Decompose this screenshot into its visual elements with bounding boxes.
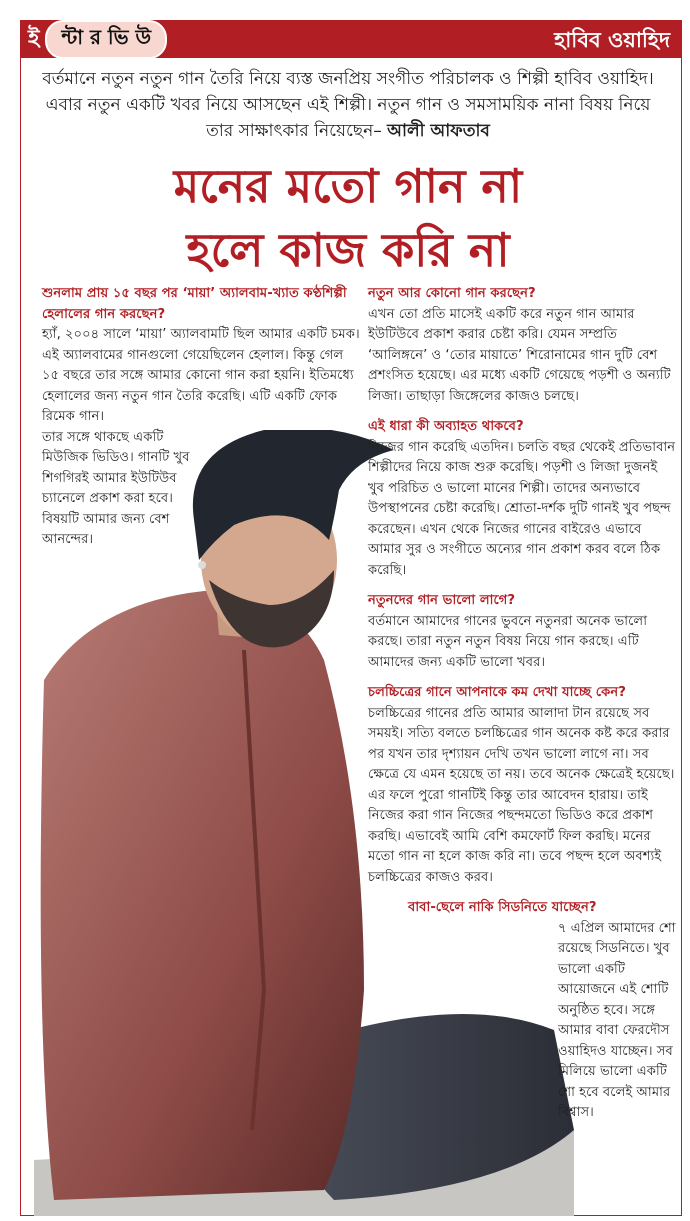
answer-1-continued: তার সঙ্গে থাকছে একটি মিউজিক ভিডিও। গানটি খুব শিগগিরই আমার ইউটিউব চ্যানেলে প্রকাশ করা হবে। বিষয়টি আমার জন্য বেশ আনন্দের। (42, 429, 190, 547)
answer-6: ৭ এপ্রিল আমাদের শো রয়েছে সিডনিতে। খুব ভালো একটি আয়োজনে এই শোটি অনুষ্ঠিত হবে। সঙ্গে আমার বাবা ফেরদৌস ওয়াহিদও যাচ্ছেন। সব মিলিয়ে ভালো একটি শো হবে বলেই আমার বিশ্বাস। (558, 920, 676, 1120)
question-4: নতুনদের গান ভালো লাগে? (368, 593, 516, 608)
intro-author: আলী আফতাব (387, 121, 490, 141)
intro-paragraph (32, 66, 664, 144)
badge-label: ন্টা র ভি উ (45, 20, 167, 59)
question-5: চলচ্চিত্রের গানে আপনাকে কম দেখা যাচ্ছে কেন? (368, 685, 626, 700)
headline-line-1: মনের মতো গান না (173, 159, 523, 213)
headline (32, 154, 664, 282)
subject-name: হাবিব ওয়াহিদ (554, 28, 670, 52)
question-1: শুনলাম প্রায় ১৫ বছর পর ‘মায়া’ অ্যালবাম-খ্যাত কণ্ঠশিল্পী হেলালের গান করছেন? (42, 286, 347, 322)
question-6: বাবা-ছেলে নাকি সিডনিতে যাচ্ছেন? (408, 900, 597, 915)
intro-text: বর্তমানে নতুন নতুন গান তৈরি নিয়ে ব্যস্ত জনপ্রিয় সংগীত পরিচালক ও শিল্পী হাবিব ওয়াহিদ। এবার নতুন একটি খবর নিয়ে আসছেন এই শিল্পী। নতুন গান ও সমসাময়িক নানা বিষয় নিয়ে তার সাক্ষাৎকার নিয়েছেন– (42, 69, 654, 141)
badge-letter: ই (28, 25, 40, 51)
answer-1: হ্যাঁ, ২০০৪ সালে ‘মায়া’ অ্যালবামটি ছিল আমার একটি চমক। এই অ্যালবামের গানগুলো গেয়েছিলেন হেলাল। কিন্তু গেল ১৫ বছরে তার সঙ্গে আমার কোনো গান করা হয়নি। ইতিমধ্যে হেলালের জন্য নতুন গান তৈরি করেছি। এটি একটি ফোক রিমেক গান। (42, 327, 360, 424)
answer-4: বর্তমানে আমাদের গানের ভুবনে নতুনরা অনেক ভালো করছে। তারা নতুন নতুন বিষয় নিয়ে গান করছে। এটি আমাদের জন্য একটি ভালো খবর। (368, 613, 648, 670)
answer-3: নিজের গান করেছি এতদিন। চলতি বছর থেকেই প্রতিভাবান শিল্পীদের নিয়ে কাজ শুরু করেছি। পড়শী ও লিজা দুজনই খুব পরিচিত ও ভালো মানের শিল্পী। তাদের অন্যভাবে উপস্থাপনের চেষ্টা করেছি। শ্রোতা-দর্শক দুটি গানই খুব পছন্দ করেছেন। এখন থেকে নিজের গানের বাইরেও এভাবে আমার সুর ও সংগীতে অন্যের গান প্রকাশ করব বলে ঠিক করেছি। (368, 439, 676, 578)
headline-line-2: হলে কাজ করি না (186, 223, 510, 277)
question-3: এই ধারা কী অব্যাহত থাকবে? (368, 419, 524, 434)
right-column (368, 284, 676, 1134)
answer-2: এখন তো প্রতি মাসেই একটি করে নতুন গান আমার ইউটিউবে প্রকাশ করার চেষ্টা করি। যেমন সম্প্রতি ‘আলিঙ্গনে’ ও ‘তোর মায়াতে’ শিরোনামের গান দুটি বেশ প্রশংসিত হয়েছে। এর মধ্যে একটি গেয়েছে পড়শী ও অন্যটি লিজা। তাছাড়া জিঙ্গেলের কাজও চলছে। (368, 306, 671, 404)
answer-5: চলচ্চিত্রের গানের প্রতি আমার আলাদা টান রয়েছে সব সময়ই। সত্যি বলতে চলচ্চিত্রের গান অনেক কষ্ট করে করার পর যখন তার দৃশ্যায়ন দেখি তখন ভালো লাগে না। সব ক্ষেত্রে যে এমন হয়েছে তা নয়। তবে অনেক ক্ষেত্রেই হয়েছে। এর ফলে পুরো গানটিই কিন্তু তার আবেদন হারায়। তাই নিজের করা গান নিজের পছন্দমতো ভিডিও করে প্রকাশ করছি। এভাবেই আমি বেশি কমফোর্ট ফিল করছি। মনের মতো গান না হলে কাজ করি না। তবে পছন্দ হলে অবশ্যই চলচ্চিত্রের কাজও করব। (368, 705, 675, 885)
question-2: নতুন আর কোনো গান করছেন? (368, 286, 536, 301)
left-column (42, 284, 362, 561)
section-badge (28, 22, 167, 56)
